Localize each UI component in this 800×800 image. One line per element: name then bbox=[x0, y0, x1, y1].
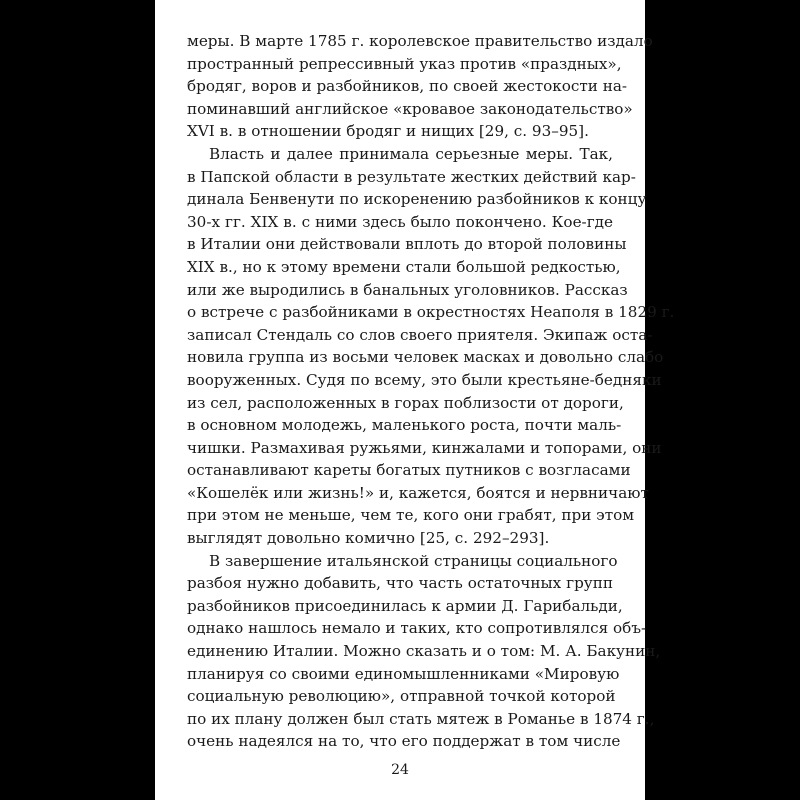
text-line: очень надеялся на то, что его поддержат в том числе bbox=[187, 732, 621, 751]
text-line: 30-х гг. XIX в. с ними здесь было покончено. Кое-где bbox=[187, 212, 613, 231]
text-line: поминавший английское «кровавое законодательство» bbox=[187, 99, 633, 118]
text-line: XVI в. в отношении бродяг и нищих [29, с. 93–95]. bbox=[187, 122, 589, 141]
text-line: однако нашлось немало и таких, кто сопротивлялся объ- bbox=[187, 619, 647, 638]
text-line: единению Италии. Можно сказать и о том: М. А. Бакунин, bbox=[187, 642, 661, 661]
text-line: останавливают кареты богатых путников с возгласами bbox=[187, 461, 631, 480]
text-line: при этом не меньше, чем те, кого они грабят, при этом bbox=[187, 506, 635, 525]
text-line: по их плану должен был стать мятеж в Романье в 1874 г., bbox=[187, 709, 655, 728]
text-line: или же выродились в банальных уголовников. Рассказ bbox=[187, 280, 628, 299]
book-page bbox=[155, 0, 675, 800]
text-line: в Папской области в результате жестких действий кар- bbox=[187, 167, 636, 186]
text-line: новила группа из восьми человек масках и довольно слабо bbox=[187, 348, 664, 367]
body-text bbox=[187, 30, 675, 753]
text-line: разбойников присоединилась к армии Д. Гарибальди, bbox=[187, 596, 623, 615]
text-line: разбоя нужно добавить, что часть остаточных групп bbox=[187, 574, 613, 593]
text-line: в основном молодежь, маленького роста, почти маль- bbox=[187, 416, 622, 435]
text-line: вооруженных. Судя по всему, это были крестьяне-бедняки bbox=[187, 370, 662, 389]
text-line: XIX в., но к этому времени стали большой редкостью, bbox=[187, 257, 621, 276]
paragraph bbox=[187, 30, 653, 143]
text-line: в Италии они действовали вплоть до второй половины bbox=[187, 235, 627, 254]
text-line: планируя со своими единомышленниками «Мировую bbox=[187, 664, 620, 683]
paragraph bbox=[187, 143, 675, 550]
text-line: бродяг, воров и разбойников, по своей жестокости на- bbox=[187, 77, 628, 96]
text-line: меры. В марте 1785 г. королевское правительство издало bbox=[187, 32, 653, 50]
text-line: «Кошелёк или жизнь!» и, кажется, боятся и нервничают bbox=[187, 483, 649, 502]
text-line: чишки. Размахивая ружьями, кинжалами и топорами, они bbox=[187, 438, 662, 457]
text-line: динала Бенвенути по искоренению разбойников к концу bbox=[187, 190, 647, 209]
text-line: Власть и далее принимала серьезные меры. Так, bbox=[209, 144, 613, 163]
text-line: социальную революцию», отправной точкой которой bbox=[187, 687, 616, 706]
text-line: о встрече с разбойниками в окрестностях Неаполя в 1829 г. bbox=[187, 303, 675, 322]
text-line: пространный репрессивный указ против «праздных», bbox=[187, 54, 622, 73]
text-line: из сел, расположенных в горах поблизости от дороги, bbox=[187, 393, 624, 412]
text-line: записал Стендаль со слов своего приятеля. Экипаж оста- bbox=[187, 325, 653, 344]
paragraph bbox=[187, 550, 661, 753]
page-number: 24 bbox=[391, 762, 409, 778]
text-line: выглядят довольно комично [25, с. 292–293]. bbox=[187, 529, 550, 548]
text-line: В завершение итальянской страницы социального bbox=[209, 551, 618, 570]
